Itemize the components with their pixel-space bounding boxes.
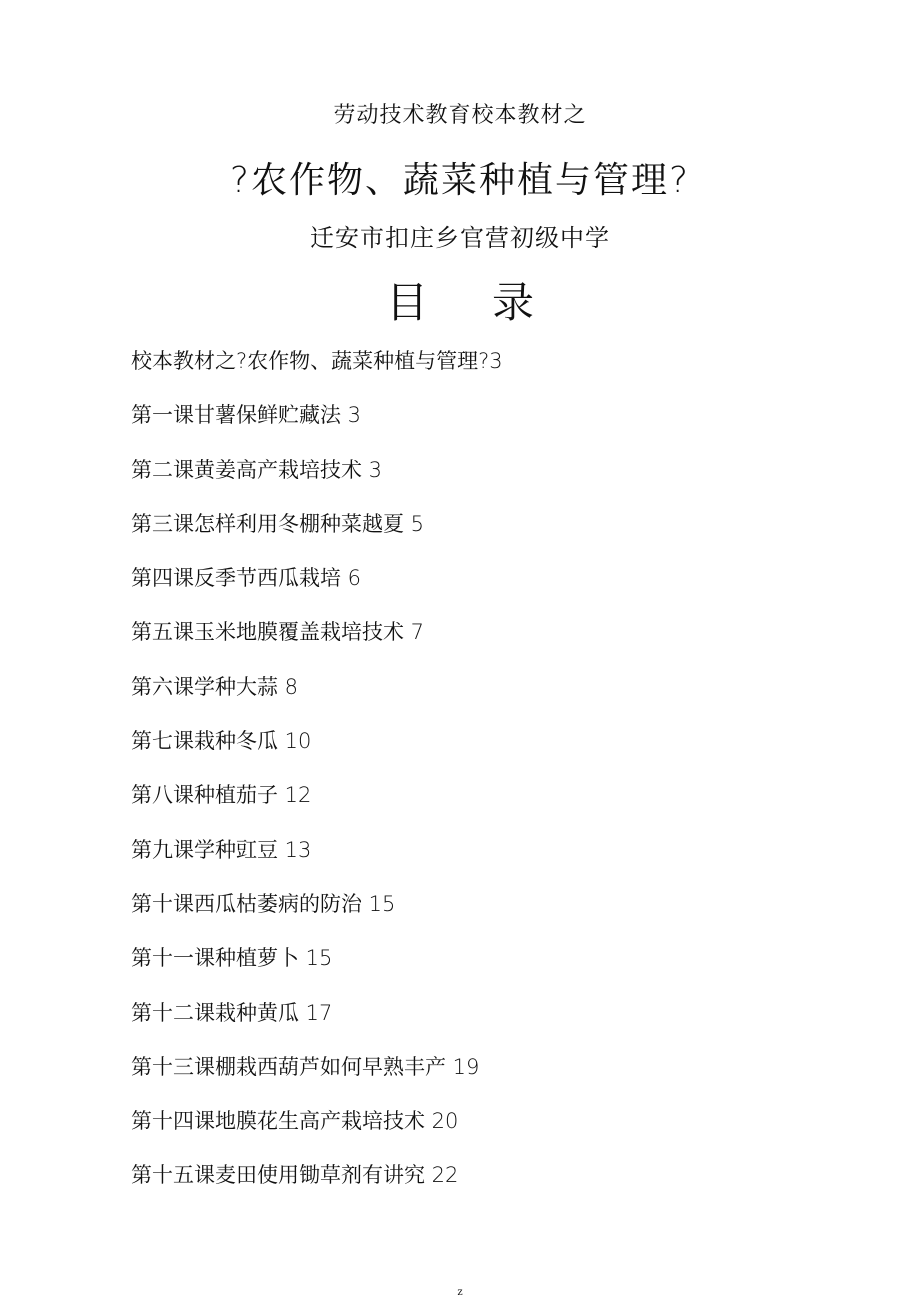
toc-heading (0, 270, 920, 330)
series-subtitle: 劳动技术教育校本教材之 (333, 103, 587, 128)
toc-entry[interactable]: 第十课西瓜枯萎病的防治 15 (131, 891, 396, 916)
document-title: ?农作物、蔬菜种植与管理? (229, 160, 691, 201)
toc-heading-char-2: 录 (492, 278, 535, 327)
table-of-contents (131, 346, 503, 1215)
page-footer-mark: z (457, 1287, 463, 1298)
toc-entry[interactable]: 校本教材之?农作物、蔬菜种植与管理?3 (131, 349, 503, 373)
toc-entry[interactable]: 第四课反季节西瓜栽培 6 (131, 566, 362, 591)
toc-entry[interactable]: 第五课玉米地膜覆盖栽培技术 7 (131, 620, 425, 645)
toc-entry[interactable]: 第三课怎样利用冬棚种菜越夏 5 (131, 511, 425, 536)
toc-entry[interactable]: 第八课种植茄子 12 (131, 783, 312, 808)
toc-entry[interactable]: 第二课黄姜高产栽培技术 3 (131, 457, 383, 482)
toc-entry[interactable]: 第七课栽种冬瓜 10 (131, 729, 312, 754)
toc-heading-char-1: 目 (385, 278, 428, 327)
toc-entry[interactable]: 第六课学种大蒜 8 (131, 674, 299, 699)
toc-entry[interactable]: 第九课学种豇豆 13 (131, 837, 312, 862)
toc-entry[interactable]: 第一课甘薯保鲜贮藏法 3 (131, 403, 362, 428)
toc-entry[interactable]: 第十二课栽种黄瓜 17 (131, 1000, 333, 1025)
toc-entry[interactable]: 第十五课麦田使用锄草剂有讲究 22 (131, 1163, 459, 1188)
toc-entry[interactable]: 第十三课棚栽西葫芦如何早熟丰产 19 (131, 1054, 480, 1079)
toc-entry[interactable]: 第十一课种植萝卜 15 (131, 946, 333, 971)
school-name: 迁安市扣庄乡官营初级中学 (310, 224, 610, 252)
toc-entry[interactable]: 第十四课地膜花生高产栽培技术 20 (131, 1109, 459, 1134)
